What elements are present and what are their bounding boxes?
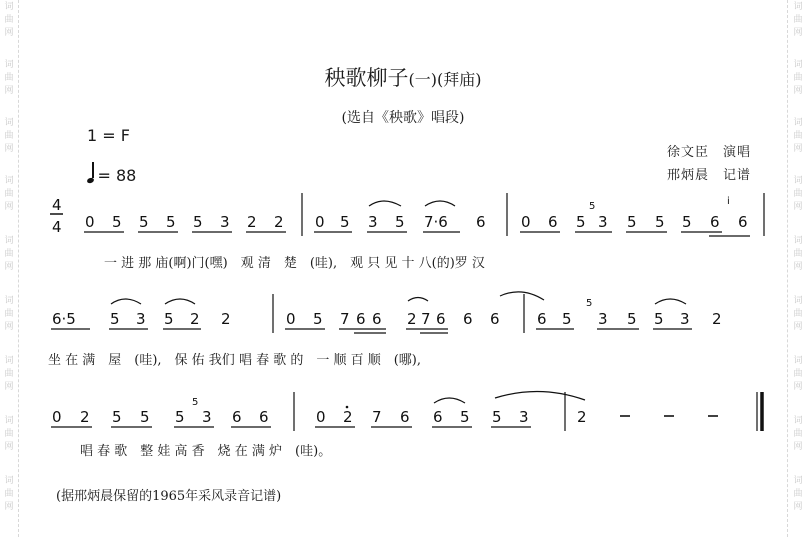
song-title-sub: (一)(拜庙): [408, 70, 482, 89]
tempo-value: = 88: [97, 166, 137, 185]
watermark-glyph: 曲: [793, 73, 803, 83]
svg-text:5: 5: [164, 310, 174, 328]
watermark-glyph: 网: [4, 28, 14, 38]
watermark-glyph: 词: [4, 118, 14, 128]
watermark-glyph: 网: [793, 502, 803, 512]
watermark-glyph: 曲: [4, 489, 14, 499]
watermark-glyph: 词: [4, 476, 14, 486]
svg-text:5: 5: [313, 310, 323, 328]
svg-text:5: 5: [175, 408, 185, 426]
svg-text:3: 3: [368, 213, 378, 231]
watermark-glyph: 网: [4, 262, 14, 272]
svg-text:5: 5: [589, 201, 596, 212]
watermark-glyph: 词: [793, 476, 803, 486]
score-line-1: [84, 193, 764, 236]
key-signature: 1 = F: [87, 126, 130, 145]
svg-text:5: 5: [110, 310, 120, 328]
svg-text:5: 5: [192, 397, 199, 408]
svg-text:6·5: 6·5: [52, 310, 76, 328]
watermark-glyph: 网: [4, 86, 14, 96]
watermark-glyph: 网: [793, 322, 803, 332]
svg-text:5: 5: [492, 408, 502, 426]
watermark-glyph: 曲: [793, 309, 803, 319]
watermark-glyph: 曲: [793, 249, 803, 259]
svg-text:5: 5: [140, 408, 150, 426]
watermark-glyph: 网: [4, 502, 14, 512]
lyric-line-2: 坐 在 满 屋 (哇), 保 佑 我们 唱 春 歌 的 一 顺 百 顺 (哪),: [48, 353, 422, 368]
svg-text:5: 5: [166, 213, 176, 231]
svg-text:3: 3: [136, 310, 146, 328]
watermark-glyph: 网: [4, 382, 14, 392]
watermark-glyph: 曲: [4, 429, 14, 439]
svg-text:0: 0: [52, 408, 62, 426]
svg-text:2: 2: [407, 310, 417, 328]
svg-text:7·6: 7·6: [424, 213, 448, 231]
watermark-glyph: 曲: [793, 131, 803, 141]
svg-text:2: 2: [80, 408, 90, 426]
watermark-glyph: 网: [793, 382, 803, 392]
watermark-glyph: 曲: [793, 15, 803, 25]
footnote: (据邢炳晨保留的1965年采风录音记谱): [56, 489, 282, 504]
svg-text:2: 2: [190, 310, 200, 328]
watermark-glyph: 词: [4, 356, 14, 366]
svg-text:5: 5: [112, 408, 122, 426]
svg-text:3: 3: [598, 213, 608, 231]
watermark-glyph: 曲: [4, 131, 14, 141]
svg-text:6: 6: [356, 310, 366, 328]
watermark-glyph: 网: [793, 202, 803, 212]
svg-text:5: 5: [340, 213, 350, 231]
svg-text:6: 6: [259, 408, 269, 426]
watermark-glyph: 网: [4, 202, 14, 212]
svg-text:5: 5: [627, 213, 637, 231]
svg-text:5: 5: [576, 213, 586, 231]
watermark-glyph: 网: [793, 262, 803, 272]
svg-text:3: 3: [598, 310, 608, 328]
svg-text:i: i: [727, 196, 730, 207]
svg-text:5: 5: [395, 213, 405, 231]
score-line-2: [51, 292, 722, 333]
svg-text:3: 3: [202, 408, 212, 426]
svg-text:6: 6: [490, 310, 500, 328]
svg-text:5: 5: [460, 408, 470, 426]
watermark-glyph: 词: [793, 118, 803, 128]
svg-text:5: 5: [112, 213, 122, 231]
watermark-glyph: 词: [4, 296, 14, 306]
svg-text:6: 6: [710, 213, 720, 231]
watermark-glyph: 网: [793, 86, 803, 96]
svg-text:6: 6: [400, 408, 410, 426]
watermark-glyph: 词: [793, 356, 803, 366]
svg-text:7: 7: [340, 310, 350, 328]
svg-text:3: 3: [220, 213, 230, 231]
svg-text:5: 5: [627, 310, 637, 328]
svg-text:2: 2: [577, 408, 587, 426]
time-sig-top: 4: [52, 196, 62, 214]
watermark-glyph: 词: [793, 60, 803, 70]
watermark-glyph: 网: [4, 442, 14, 452]
watermark-glyph: 网: [4, 144, 14, 154]
svg-text:5: 5: [193, 213, 203, 231]
watermark-glyph: 曲: [4, 249, 14, 259]
svg-text:0: 0: [316, 408, 326, 426]
watermark-glyph: 曲: [4, 309, 14, 319]
watermark-glyph: 网: [4, 322, 14, 332]
svg-text:2: 2: [343, 408, 353, 426]
lyric-line-1: 一 进 那 庙(啊)门(嘿) 观 清 楚 (哇), 观 只 见 十 八(的)罗 汉: [104, 256, 485, 271]
svg-text:0: 0: [286, 310, 296, 328]
watermark-glyph: 网: [793, 28, 803, 38]
svg-text:5: 5: [586, 298, 593, 309]
svg-text:2: 2: [274, 213, 284, 231]
svg-text:7: 7: [421, 310, 431, 328]
svg-text:6: 6: [738, 213, 748, 231]
watermark-glyph: 词: [793, 416, 803, 426]
svg-text:5: 5: [682, 213, 692, 231]
watermark-glyph: 曲: [793, 189, 803, 199]
svg-text:3: 3: [519, 408, 529, 426]
song-source: (选自《秧歌》唱段): [341, 110, 465, 126]
svg-text:2: 2: [712, 310, 722, 328]
svg-text:6: 6: [433, 408, 443, 426]
watermark-glyph: 曲: [4, 73, 14, 83]
song-title-main: 秧歌柳子: [324, 66, 409, 90]
transcriber-credit: 邢炳晨 记谱: [667, 168, 752, 183]
svg-text:0: 0: [521, 213, 531, 231]
watermark-glyph: 词: [4, 416, 14, 426]
watermark-glyph: 词: [4, 176, 14, 186]
svg-text:5: 5: [655, 213, 665, 231]
watermark-glyph: 词: [793, 296, 803, 306]
watermark-glyph: 网: [793, 144, 803, 154]
svg-text:2: 2: [247, 213, 257, 231]
svg-text:5: 5: [139, 213, 149, 231]
watermark-glyph: 曲: [4, 15, 14, 25]
svg-text:6: 6: [476, 213, 486, 231]
svg-text:3: 3: [680, 310, 690, 328]
svg-text:5: 5: [654, 310, 664, 328]
watermark-glyph: 词: [793, 176, 803, 186]
svg-text:6: 6: [548, 213, 558, 231]
svg-text:5: 5: [562, 310, 572, 328]
svg-text:6: 6: [232, 408, 242, 426]
watermark-glyph: 曲: [793, 429, 803, 439]
svg-text:6: 6: [436, 310, 446, 328]
watermark-glyph: 曲: [793, 369, 803, 379]
watermark-glyph: 曲: [793, 489, 803, 499]
svg-text:6: 6: [537, 310, 547, 328]
svg-text:2: 2: [221, 310, 231, 328]
singer-credit: 徐文臣 演唱: [667, 145, 752, 160]
watermark-glyph: 词: [793, 236, 803, 246]
svg-text:6: 6: [463, 310, 473, 328]
watermark-glyph: 词: [4, 2, 14, 12]
watermark-glyph: 词: [4, 60, 14, 70]
svg-text:0: 0: [315, 213, 325, 231]
svg-text:0: 0: [85, 213, 95, 231]
score-line-3: [51, 391, 762, 431]
time-sig-bottom: 4: [52, 218, 62, 236]
watermark-glyph: 网: [793, 442, 803, 452]
watermark-glyph: 词: [793, 2, 803, 12]
watermark-glyph: 曲: [4, 369, 14, 379]
watermark-glyph: 词: [4, 236, 14, 246]
lyric-line-3: 唱 春 歌 整 娃 高 香 烧 在 满 炉 (哇)。: [80, 444, 332, 459]
svg-text:6: 6: [372, 310, 382, 328]
watermark-glyph: 曲: [4, 189, 14, 199]
svg-text:7: 7: [372, 408, 382, 426]
